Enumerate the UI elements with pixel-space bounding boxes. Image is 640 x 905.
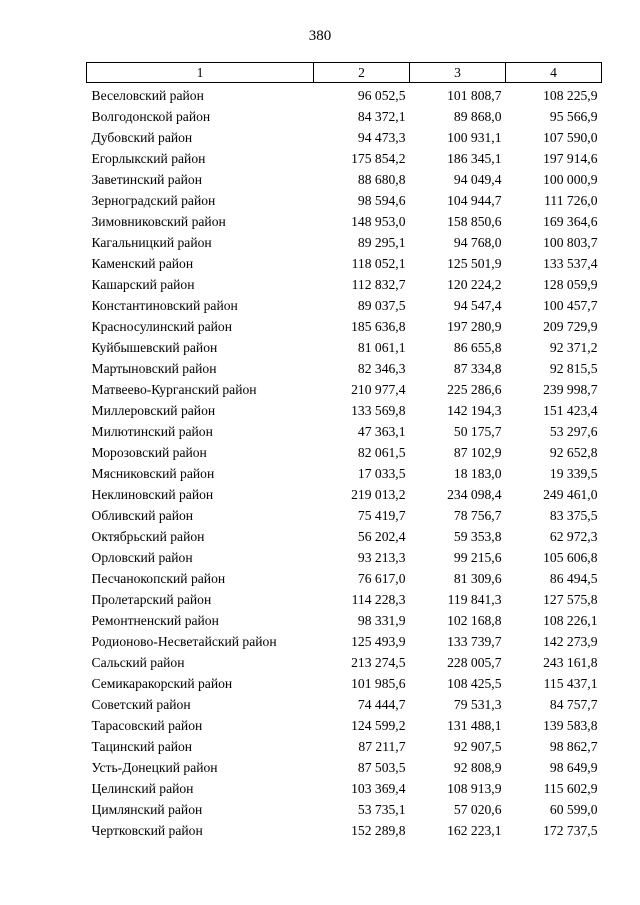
table-row [87,799,602,820]
value-cell-col3: 100 931,1 [447,129,502,145]
value-cell-col4: 243 161,8 [543,654,598,670]
column-header-3: 3 [410,63,506,83]
district-name-cell: Мясниковский район [91,465,215,481]
value-cell-col3: 59 353,8 [453,528,502,544]
district-name-cell: Неклиновский район [91,486,214,502]
value-cell-col3: 87 334,8 [453,360,502,376]
value-cell-col2: 185 636,8 [351,318,406,334]
value-cell-col3: 92 808,9 [453,759,502,775]
value-cell-col4: 86 494,5 [549,570,598,586]
table-row [87,610,602,631]
table-row [87,337,602,358]
value-cell-col3: 92 907,5 [453,738,502,754]
table-row [87,83,602,107]
value-cell-col2: 148 953,0 [351,213,406,229]
value-cell-col2: 94 473,3 [357,129,406,145]
value-cell-col4: 62 972,3 [549,528,598,544]
value-cell-col2: 93 213,3 [357,549,406,565]
district-name-cell: Октябрьский район [91,528,205,544]
value-cell-col3: 50 175,7 [453,423,502,439]
value-cell-col3: 104 944,7 [447,192,502,208]
table-row [87,148,602,169]
value-cell-col4: 111 726,0 [544,192,598,208]
district-name-cell: Дубовский район [91,129,193,145]
value-cell-col2: 81 061,1 [357,339,406,355]
value-cell-col2: 82 346,3 [357,360,406,376]
value-cell-col2: 96 052,5 [357,87,406,103]
value-cell-col4: 128 059,9 [543,276,598,292]
district-name-cell: Обливский район [91,507,194,523]
value-cell-col3: 94 768,0 [453,234,502,250]
value-cell-col2: 56 202,4 [357,528,406,544]
value-cell-col3: 131 488,1 [447,717,502,733]
value-cell-col4: 239 998,7 [543,381,598,397]
table-row [87,190,602,211]
table-row [87,127,602,148]
value-cell-col4: 105 606,8 [543,549,598,565]
table-row [87,358,602,379]
table-row [87,631,602,652]
value-cell-col2: 124 599,2 [351,717,406,733]
value-cell-col4: 98 862,7 [549,738,598,754]
value-cell-col2: 89 295,1 [357,234,406,250]
district-name-cell: Волгодонской район [91,108,211,124]
value-cell-col4: 209 729,9 [543,318,598,334]
value-cell-col2: 210 977,4 [351,381,406,397]
value-cell-col4: 100 000,9 [543,171,598,187]
table-row [87,589,602,610]
district-name-cell: Цимлянский район [91,801,203,817]
value-cell-col2: 152 289,8 [351,822,406,838]
value-cell-col4: 100 803,7 [543,234,598,250]
table-row [87,379,602,400]
value-cell-col2: 84 372,1 [357,108,406,124]
value-cell-col2: 103 369,4 [351,780,406,796]
value-cell-col2: 76 617,0 [357,570,406,586]
value-cell-col4: 115 437,1 [543,675,598,691]
value-cell-col3: 186 345,1 [447,150,502,166]
table-header [87,63,602,83]
value-cell-col4: 172 737,5 [543,822,598,838]
value-cell-col3: 108 425,5 [447,675,502,691]
table-row [87,736,602,757]
value-cell-col3: 225 286,6 [447,381,502,397]
value-cell-col4: 60 599,0 [549,801,598,817]
value-cell-col2: 98 594,6 [357,192,406,208]
district-name-cell: Орловский район [91,549,193,565]
value-cell-col2: 98 331,9 [357,612,406,628]
district-name-cell: Кагальницкий район [91,234,212,250]
value-cell-col4: 197 914,6 [543,150,598,166]
table-row [87,757,602,778]
table-row [87,169,602,190]
value-cell-col2: 118 052,1 [351,255,406,271]
value-cell-col2: 219 013,2 [351,486,406,502]
value-cell-col3: 89 868,0 [453,108,502,124]
value-cell-col3: 162 223,1 [447,822,502,838]
district-name-cell: Константиновский район [91,297,238,313]
district-name-cell: Морозовский район [91,444,207,460]
value-cell-col3: 133 739,7 [447,633,502,649]
district-name-cell: Кашарский район [91,276,195,292]
page-number: 380 [308,28,332,44]
table-row [87,400,602,421]
value-cell-col3: 158 850,6 [447,213,502,229]
table-row [87,232,602,253]
column-header-2: 2 [314,63,410,83]
district-name-cell: Куйбышевский район [91,339,218,355]
value-cell-col4: 92 652,8 [549,444,598,460]
table-row [87,505,602,526]
value-cell-col2: 82 061,5 [357,444,406,460]
value-cell-col4: 169 364,6 [543,213,598,229]
district-name-cell: Чертковский район [91,822,203,838]
table-row [87,526,602,547]
district-name-cell: Сальский район [91,654,185,670]
value-cell-col4: 249 461,0 [543,486,598,502]
district-name-cell: Песчанокопский район [91,570,226,586]
value-cell-col3: 197 280,9 [447,318,502,334]
value-cell-col4: 107 590,0 [543,129,598,145]
district-name-cell: Целинский район [91,780,194,796]
value-cell-col2: 112 832,7 [351,276,406,292]
value-cell-col3: 125 501,9 [447,255,502,271]
value-cell-col2: 101 985,6 [351,675,406,691]
value-cell-col2: 53 735,1 [357,801,406,817]
value-cell-col4: 142 273,9 [543,633,598,649]
district-name-cell: Тацинский район [91,738,193,754]
district-name-cell: Тарасовский район [91,717,203,733]
value-cell-col2: 133 569,8 [351,402,406,418]
value-cell-col3: 120 224,2 [447,276,502,292]
table-row [87,820,602,841]
column-header-1: 1 [87,63,314,83]
district-name-cell: Каменский район [91,255,194,271]
district-name-cell: Семикаракорский район [91,675,233,691]
district-name-cell: Егорлыкский район [91,150,206,166]
value-cell-col4: 98 649,9 [549,759,598,775]
district-name-cell: Красносулинский район [91,318,232,334]
value-cell-col2: 88 680,8 [357,171,406,187]
value-cell-col3: 142 194,3 [447,402,502,418]
value-cell-col3: 94 547,4 [453,297,502,313]
value-cell-col4: 151 423,4 [543,402,598,418]
district-name-cell: Матвеево-Курганский район [91,381,257,397]
table-row [87,253,602,274]
table-row [87,547,602,568]
district-name-cell: Мартыновский район [91,360,217,376]
table-row [87,106,602,127]
value-cell-col4: 95 566,9 [549,108,598,124]
value-cell-col2: 87 503,5 [357,759,406,775]
table-row [87,694,602,715]
value-cell-col4: 108 225,9 [543,87,598,103]
column-header-4: 4 [506,63,602,83]
value-cell-col3: 99 215,6 [453,549,502,565]
table-row [87,652,602,673]
value-cell-col3: 86 655,8 [453,339,502,355]
table-row [87,274,602,295]
value-cell-col3: 79 531,3 [453,696,502,712]
value-cell-col3: 81 309,6 [453,570,502,586]
district-name-cell: Веселовский район [91,87,204,103]
table-row [87,568,602,589]
value-cell-col2: 17 033,5 [357,465,406,481]
value-cell-col2: 74 444,7 [357,696,406,712]
table-row [87,211,602,232]
table-row [87,673,602,694]
district-name-cell: Миллеровский район [91,402,216,418]
value-cell-col3: 108 913,9 [447,780,502,796]
table-row [87,421,602,442]
value-cell-col3: 234 098,4 [447,486,502,502]
value-cell-col3: 94 049,4 [453,171,502,187]
district-name-cell: Милютинский район [91,423,213,439]
value-cell-col3: 119 841,3 [447,591,502,607]
value-cell-col2: 213 274,5 [351,654,406,670]
value-cell-col2: 47 363,1 [357,423,406,439]
value-cell-col2: 87 211,7 [358,738,406,754]
value-cell-col4: 133 537,4 [543,255,598,271]
value-cell-col3: 102 168,8 [447,612,502,628]
value-cell-col3: 18 183,0 [453,465,502,481]
value-cell-col4: 53 297,6 [549,423,598,439]
district-name-cell: Усть-Донецкий район [91,759,218,775]
header-row [87,63,602,83]
table-row [87,778,602,799]
district-name-cell: Заветинский район [91,171,202,187]
value-cell-col3: 228 005,7 [447,654,502,670]
value-cell-col2: 175 854,2 [351,150,406,166]
value-cell-col4: 84 757,7 [549,696,598,712]
value-cell-col4: 100 457,7 [543,297,598,313]
district-name-cell: Зимовниковский район [91,213,226,229]
value-cell-col2: 125 493,9 [351,633,406,649]
value-cell-col3: 78 756,7 [453,507,502,523]
value-cell-col2: 114 228,3 [351,591,406,607]
value-cell-col4: 139 583,8 [543,717,598,733]
table-row [87,484,602,505]
table-row [87,463,602,484]
value-cell-col4: 19 339,5 [549,465,598,481]
district-name-cell: Родионово-Несветайский район [91,633,277,649]
value-cell-col2: 89 037,5 [357,297,406,313]
district-name-cell: Советский район [91,696,191,712]
value-cell-col4: 92 371,2 [549,339,598,355]
value-cell-col3: 87 102,9 [453,444,502,460]
table-row [87,316,602,337]
table-row [87,442,602,463]
value-cell-col2: 75 419,7 [357,507,406,523]
value-cell-col4: 127 575,8 [543,591,598,607]
district-name-cell: Зерноградский район [91,192,216,208]
value-cell-col4: 83 375,5 [549,507,598,523]
table-body [87,83,602,842]
value-cell-col3: 101 808,7 [447,87,502,103]
district-name-cell: Пролетарский район [91,591,212,607]
table-row [87,295,602,316]
value-cell-col4: 115 602,9 [543,780,598,796]
data-table [86,62,602,841]
value-cell-col4: 92 815,5 [549,360,598,376]
value-cell-col3: 57 020,6 [453,801,502,817]
table-row [87,715,602,736]
value-cell-col4: 108 226,1 [543,612,598,628]
district-name-cell: Ремонтненский район [91,612,219,628]
